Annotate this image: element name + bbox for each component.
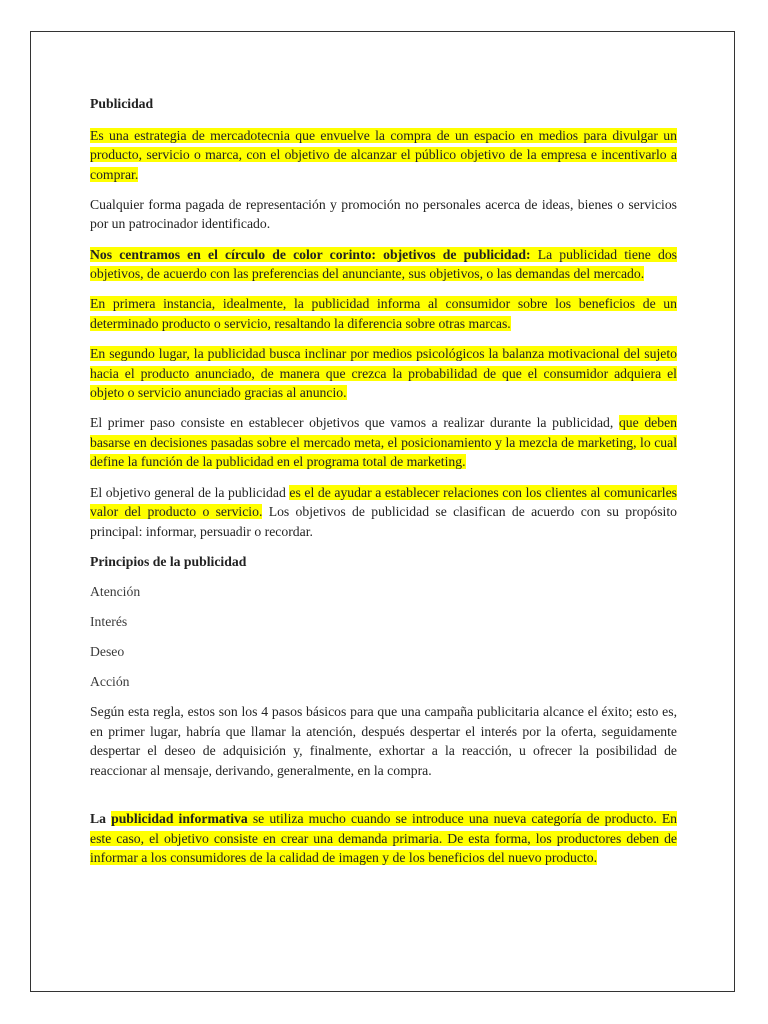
section-heading: Principios de la publicidad xyxy=(90,553,247,569)
list-item: Acción xyxy=(90,674,130,690)
bold-highlighted-text: publicidad informativa xyxy=(111,811,248,827)
paragraph-second-place xyxy=(90,344,677,403)
paragraph-rule: Según esta regla, estos son los 4 pasos básicos para que una campaña publicitaria alcance el éxito; esto es, en primer lugar, habría que llamar la atención, después despertar el interés por la oferta, seguidamente despertar el deseo de adquisición y, finalmente, exhortar a la reacción, u ofrecer la posibilidad de reaccionar al mensaje, derivando, generalmente, en la compra. xyxy=(90,704,677,779)
plain-text: El objetivo general de la publicidad xyxy=(90,484,286,500)
paragraph-first-step xyxy=(90,413,677,472)
bold-text: La xyxy=(90,811,106,827)
doc-title: Publicidad xyxy=(90,96,154,111)
highlighted-text: En primera instancia, idealmente, la publicidad informa al consumidor sobre los beneficios de un determinado producto o servicio, resaltando la diferencia sobre otras marcas. xyxy=(90,296,677,331)
paragraph-paid-form: Cualquier forma pagada de representación y promoción no personales acerca de ideas, bienes o servicios por un patrocinador identificado. xyxy=(90,196,677,232)
list-item: Deseo xyxy=(90,644,125,660)
highlighted-text: se utiliza mucho cuando se introduce una nueva categoría de producto. En este caso, el objetivo consiste en crear una demanda primaria. De esta forma, los productores deben de informar a los consumidores de la calidad de imagen y de los beneficios del nuevo producto. xyxy=(90,811,678,866)
highlighted-text: La publicidad tiene dos objetivos, de acuerdo con las preferencias del anunciante, sus objetivos, o las demandas del mercado. xyxy=(90,246,678,282)
paragraph-informative xyxy=(90,809,677,868)
plain-text: El primer paso consiste en establecer objetivos que vamos a realizar durante la publicidad, xyxy=(90,415,614,431)
document-body xyxy=(90,94,677,878)
highlighted-text: Es una estrategia de mercadotecnia que envuelve la compra de un espacio en medios para divulgar un producto, servicio o marca, con el objetivo de alcanzar el público objetivo de la empresa e incentivarlo a comprar. xyxy=(90,127,677,182)
plain-text: Los objetivos de publicidad se clasifican de acuerdo con su propósito principal: informar, persuadir o recordar. xyxy=(90,504,677,539)
spacer xyxy=(90,791,677,809)
paragraph-definition xyxy=(90,126,677,185)
paragraph-general-objective xyxy=(90,483,677,542)
paragraph-first-instance xyxy=(90,294,677,333)
list-item: Atención xyxy=(90,583,141,599)
paragraph-objectives xyxy=(90,245,677,284)
document-page xyxy=(30,31,735,992)
list-item: Interés xyxy=(90,613,128,629)
highlighted-text: es el de ayudar a establecer relaciones con los clientes al comunicarles valor del producto o servicio. xyxy=(90,484,678,520)
bold-highlighted-text: Nos centramos en el círculo de color corinto: objetivos de publicidad: xyxy=(90,246,531,262)
highlighted-text: que deben basarse en decisiones pasadas sobre el mercado meta, el posicionamiento y la mezcla de marketing, lo cual define la función de la publicidad en el programa total de marketing. xyxy=(90,415,678,470)
highlighted-text: En segundo lugar, la publicidad busca inclinar por medios psicológicos la balanza motivacional del sujeto hacia el producto anunciado, de manera que crezca la probabilidad de que el consumidor adquiera el objeto o servicio anunciado gracias al anuncio. xyxy=(90,345,677,401)
